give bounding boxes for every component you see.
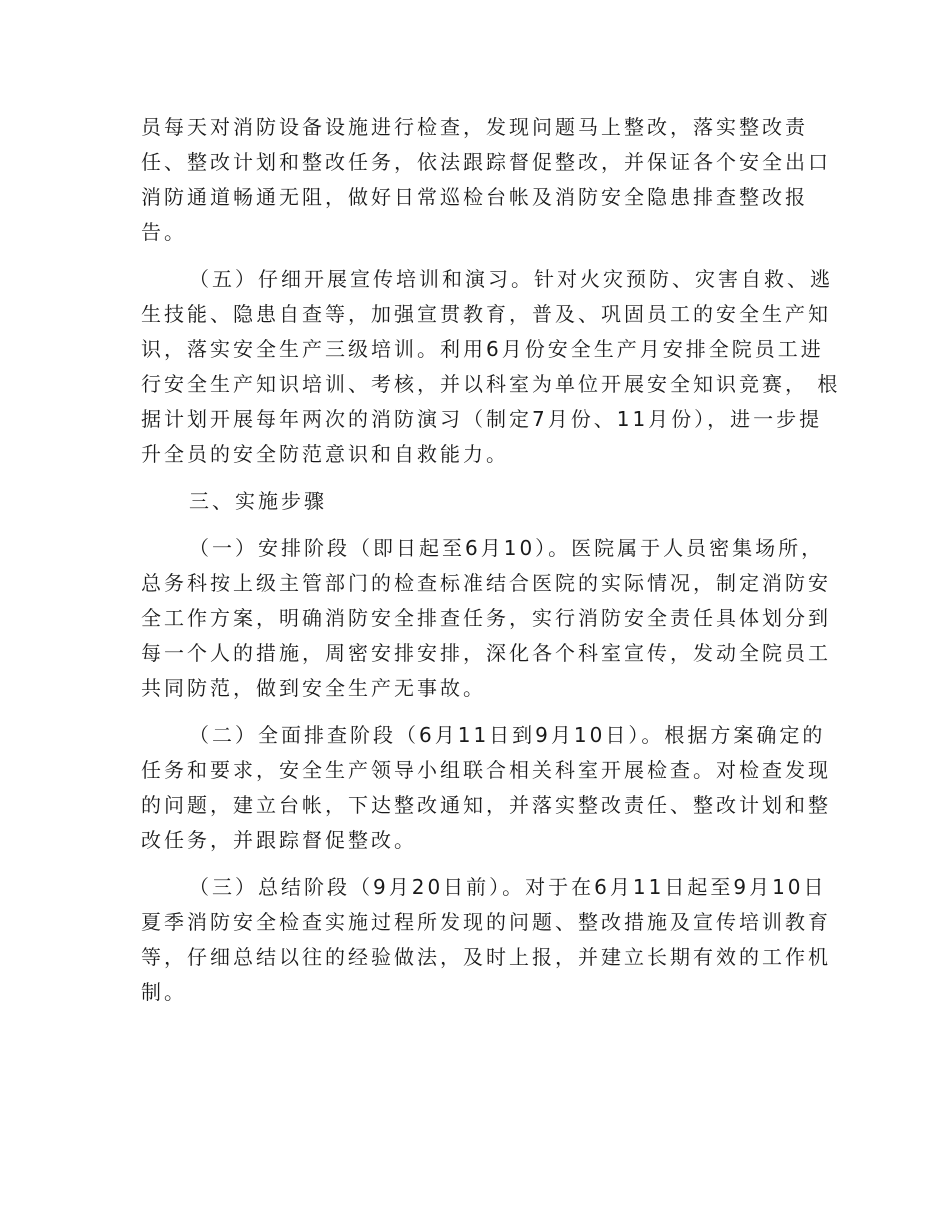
heading-text: 三、实施步骤	[189, 489, 327, 513]
text-line: （二）全面排查阶段（6月11日到9月10日）。根据方案确定的	[189, 723, 826, 747]
text-line: 等，仔细总结以往的经验做法，及时上报，并建立长期有效的工作机	[141, 945, 831, 969]
text-line: 总务科按上级主管部门的检查标准结合医院的实际情况，制定消防安	[141, 571, 831, 595]
text-line: 据计划开展每年两次的消防演习（制定7月份、11月份），进一步提	[141, 407, 823, 431]
text-line: 共同防范，做到安全生产无事故。	[141, 676, 486, 700]
text-line: 告。	[141, 220, 187, 244]
paragraph-arrangement-stage	[141, 531, 831, 706]
text-line: （一）安排阶段（即日起至6月10）。医院属于人员密集场所，	[189, 536, 825, 560]
text-line: 每一个人的措施，周密安排安排，深化各个科室宣传，发动全院员工	[141, 641, 831, 665]
paragraph-training	[141, 262, 841, 472]
text-line: 全工作方案，明确消防安全排查任务，实行消防安全责任具体划分到	[141, 606, 831, 630]
section-heading	[141, 484, 811, 519]
text-line: 改任务，并跟踪督促整改。	[141, 828, 417, 852]
document-body	[141, 110, 841, 1022]
text-line: 员每天对消防设备设施进行检查，发现问题马上整改，落实整改责	[141, 115, 808, 139]
paragraph-summary-stage	[141, 870, 831, 1010]
text-line: 消防通道畅通无阻，做好日常巡检台帐及消防安全隐患排查整改报	[141, 185, 808, 209]
paragraph-inspection-stage	[141, 718, 831, 858]
text-line: 制。	[141, 980, 187, 1004]
text-line: 任务和要求，安全生产领导小组联合相关科室开展检查。对检查发现	[141, 758, 831, 782]
text-line: 行安全生产知识培训、考核，并以科室为单位开展安全知识竞赛， 根	[141, 372, 841, 396]
text-line: 识，落实安全生产三级培训。利用6月份安全生产月安排全院员工进	[141, 337, 824, 361]
text-line: 的问题，建立台帐，下达整改通知，并落实整改责任、整改计划和整	[141, 793, 831, 817]
text-line: 生技能、隐患自查等，加强宣贯教育，普及、巩固员工的安全生产知	[141, 302, 831, 326]
paragraph-inspection	[141, 110, 831, 250]
text-line: 升全员的安全防范意识和自救能力。	[141, 442, 509, 466]
text-line: （三）总结阶段（9月20日前）。对于在6月11日起至9月10日	[189, 875, 827, 899]
text-line: 任、整改计划和整改任务，依法跟踪督促整改，并保证各个安全出口	[141, 150, 831, 174]
text-line: （五）仔细开展宣传培训和演习。针对火灾预防、灾害自救、逃	[189, 267, 833, 291]
text-line: 夏季消防安全检查实施过程所发现的问题、整改措施及宣传培训教育	[141, 910, 831, 934]
